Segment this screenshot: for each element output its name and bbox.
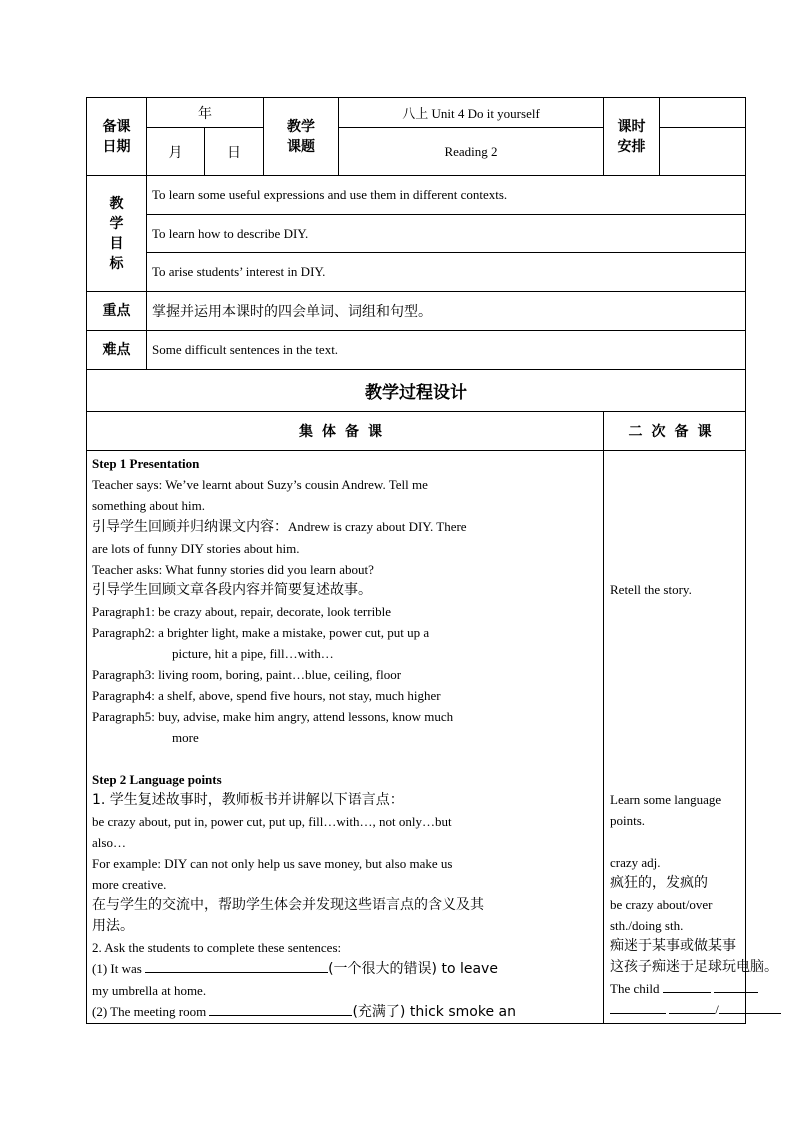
sentence-1-cont: my umbrella at home. xyxy=(92,983,207,998)
process-title: 教学过程设计 xyxy=(87,370,746,412)
second-prep-content xyxy=(604,451,778,1024)
step2-zh-note: 在与学生的交流中，帮助学生体会并发现这些语言点的含义及其 xyxy=(92,897,484,913)
answer-blank[interactable] xyxy=(669,1001,715,1014)
period-label: 课时 安排 xyxy=(604,98,660,176)
vocab-meaning: 疯狂的，发疯的 xyxy=(610,875,708,891)
step2-zh-note: 用法。 xyxy=(92,918,134,934)
step1-teacher-asks: Teacher asks: What funny stories did you learn about? xyxy=(92,562,374,577)
period-value-2 xyxy=(660,128,746,176)
step1-line: are lots of funny DIY stories about him. xyxy=(92,541,300,556)
paragraph-item-cont: picture, hit a pipe, fill…with… xyxy=(172,646,334,661)
answer-blank[interactable] xyxy=(663,980,711,993)
example-line: more creative. xyxy=(92,877,167,892)
paragraph-item: Paragraph1: be crazy about, repair, decorate, look terrible xyxy=(92,604,392,619)
paragraph-item: Paragraph5: buy, advise, make him angry, attend lessons, know much xyxy=(92,709,454,724)
sentence-2: (2) The meeting room (充满了) thick smoke an xyxy=(92,1004,516,1020)
learn-note: points. xyxy=(610,813,646,828)
vocab-phrase-meaning: 痴迷于某事或做某事 xyxy=(610,938,736,954)
step2-line: be crazy about, put in, power cut, put up, fill…with…, not only…but xyxy=(92,814,452,829)
topic-label: 教学 课题 xyxy=(264,98,339,176)
year-cell: 年 xyxy=(147,98,264,128)
key-points-label: 重点 xyxy=(87,292,147,331)
paragraph-item: Paragraph2: a brighter light, make a mistake, power cut, put up a xyxy=(92,625,430,640)
month-cell: 月 xyxy=(147,128,205,176)
answer-blank[interactable] xyxy=(719,1001,781,1014)
learn-note: Learn some language xyxy=(610,792,722,807)
objective-item: To arise students’ interest in DIY. xyxy=(147,253,746,292)
difficult-points-label: 难点 xyxy=(87,331,147,370)
vocab-phrase: be crazy about/over xyxy=(610,897,713,912)
step2-item1: 1. 学生复述故事时，教师板书并讲解以下语言点： xyxy=(92,792,404,808)
difficult-points-text: Some difficult sentences in the text. xyxy=(147,331,746,370)
step1-zh-retell: 引导学生回顾文章各段内容并简要复述故事。 xyxy=(92,582,372,598)
key-points-text: 掌握并运用本课时的四会单词、词组和句型。 xyxy=(147,292,746,331)
step1-title: Step 1 Presentation xyxy=(92,456,200,471)
lesson-plan-table xyxy=(86,97,778,1024)
vocab-phrase: sth./doing sth. xyxy=(610,918,684,933)
step2-item2: 2. Ask the students to complete these sentences: xyxy=(92,940,342,955)
date-label: 备课 日期 xyxy=(87,98,147,176)
answer-blank[interactable] xyxy=(145,960,328,973)
answer-blank[interactable] xyxy=(610,1001,666,1014)
collective-prep-header: 集体备课 xyxy=(87,412,604,451)
vocab-word: crazy adj. xyxy=(610,855,661,870)
paragraph-item: Paragraph3: living room, boring, paint…blue, ceiling, floor xyxy=(92,667,402,682)
step1-line: something about him. xyxy=(92,498,206,513)
step2-title: Step 2 Language points xyxy=(92,772,222,787)
step2-line: also… xyxy=(92,835,126,850)
step1-line: Teacher says: We’ve learnt about Suzy’s cousin Andrew. Tell me xyxy=(92,477,428,492)
topic-unit: 八上 Unit 4 Do it yourself xyxy=(339,98,604,128)
paragraph-item: Paragraph4: a shelf, above, spend five hours, not stay, much higher xyxy=(92,688,441,703)
answer-blank[interactable] xyxy=(714,980,758,993)
child-sentence-cont: / xyxy=(610,999,741,1020)
step1-zh-review: 引导学生回顾并归纳课文内容：Andrew is crazy about DIY. There xyxy=(92,519,467,535)
vocab-example: 这孩子痴迷于足球玩电脑。 xyxy=(610,959,778,975)
day-cell: 日 xyxy=(205,128,264,176)
objectives-label: 教 学 目 标 xyxy=(87,176,147,292)
objective-item: To learn how to describe DIY. xyxy=(147,215,746,253)
collective-prep-content xyxy=(87,451,604,1024)
answer-blank[interactable] xyxy=(209,1003,352,1016)
example-line: For example: DIY can not only help us save money, but also make us xyxy=(92,856,453,871)
sentence-1: (1) It was (一个很大的错误) to leave xyxy=(92,961,498,977)
second-prep-header: 二次备课 xyxy=(604,412,746,451)
retell-note: Retell the story. xyxy=(610,582,692,597)
paragraph-item-cont: more xyxy=(172,730,199,745)
child-sentence: The child xyxy=(610,978,741,999)
period-value xyxy=(660,98,746,128)
topic-lesson: Reading 2 xyxy=(339,128,604,176)
objective-item: To learn some useful expressions and use them in different contexts. xyxy=(147,176,746,215)
